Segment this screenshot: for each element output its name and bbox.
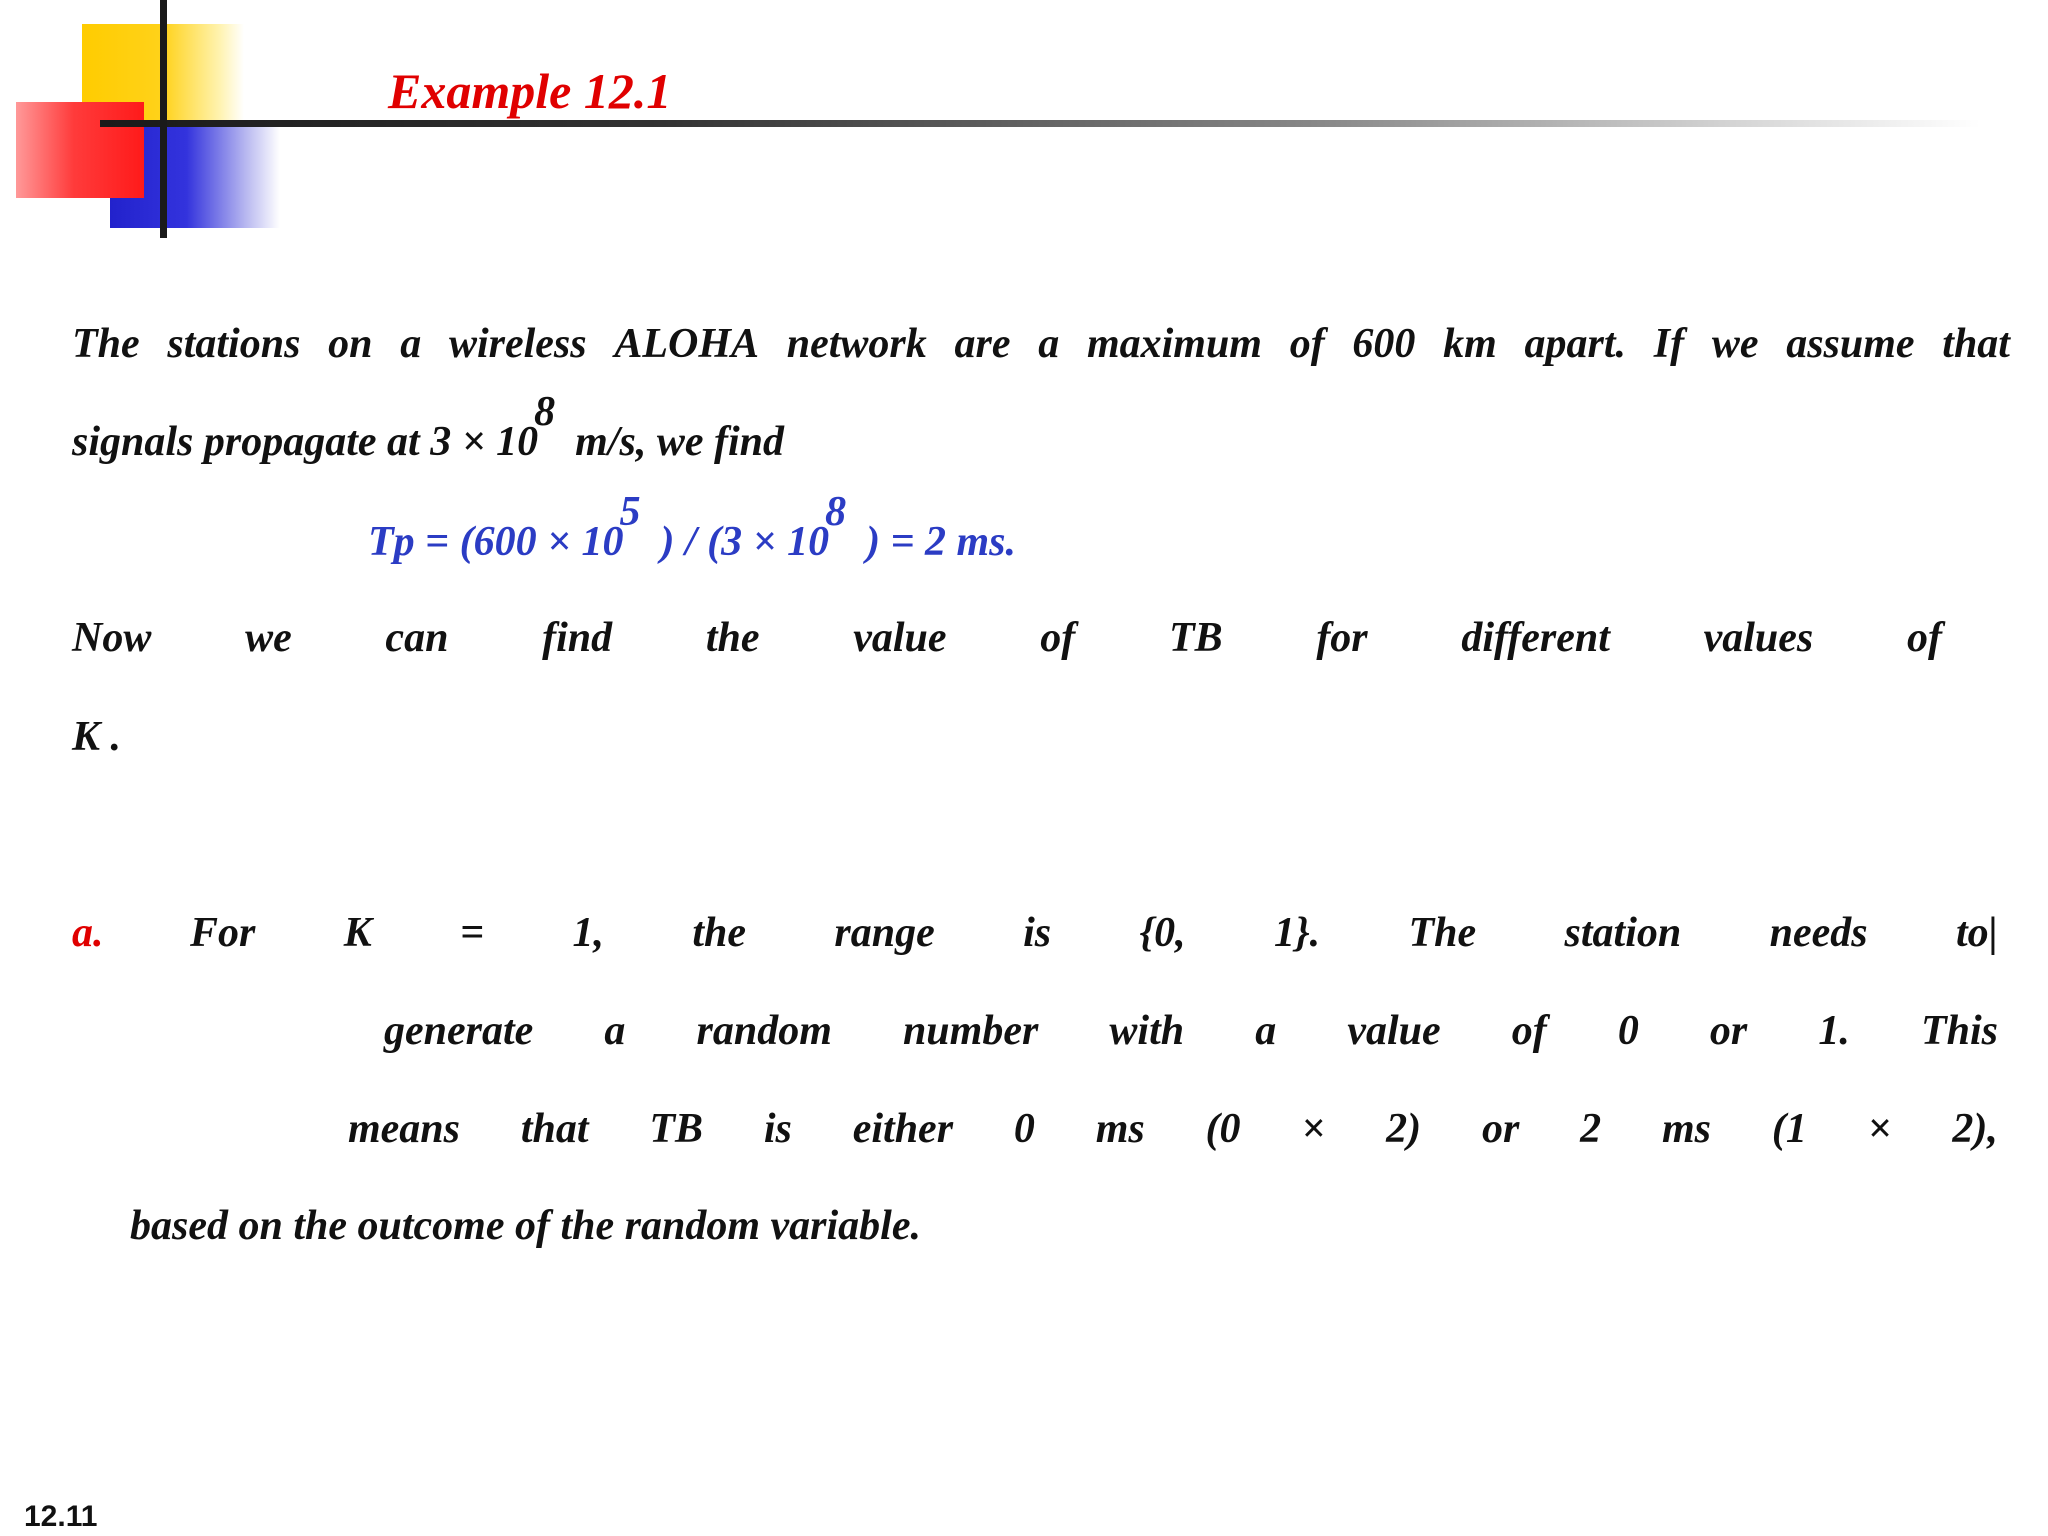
word: the bbox=[692, 910, 746, 956]
word: is bbox=[1023, 910, 1052, 956]
title-underline bbox=[100, 120, 1980, 127]
item-a-line-1 bbox=[190, 912, 1998, 954]
slide-title: Example 12.1 bbox=[388, 63, 672, 119]
word: 2 bbox=[1580, 1106, 1602, 1152]
word: 1. bbox=[1818, 1008, 1850, 1054]
item-a-marker: a. bbox=[72, 910, 104, 956]
word: K bbox=[343, 910, 372, 956]
word: with bbox=[1109, 1008, 1185, 1054]
word: number bbox=[902, 1008, 1039, 1054]
now-line-continuation: K . bbox=[72, 714, 122, 760]
word: we bbox=[245, 615, 292, 661]
word: 0 bbox=[1617, 1008, 1639, 1054]
word: 2) bbox=[1386, 1106, 1422, 1152]
word: wireless bbox=[448, 321, 587, 367]
word: If bbox=[1653, 321, 1685, 367]
word: are bbox=[954, 321, 1011, 367]
now-line bbox=[72, 617, 1942, 659]
word: for bbox=[1316, 615, 1368, 661]
word: value bbox=[1347, 1008, 1441, 1054]
word: 600 bbox=[1352, 321, 1416, 367]
word: × bbox=[1867, 1106, 1892, 1152]
item-a-line-3 bbox=[348, 1108, 1998, 1150]
word: different bbox=[1461, 615, 1610, 661]
formula-part-1: Tp = (600 × 10 bbox=[368, 519, 624, 565]
word: This bbox=[1920, 1008, 1998, 1054]
intro-line-2-suffix: m/s, we find bbox=[575, 419, 785, 465]
word: values bbox=[1703, 615, 1814, 661]
word: (1 bbox=[1771, 1106, 1807, 1152]
word: or bbox=[1709, 1008, 1748, 1054]
word: station bbox=[1564, 910, 1682, 956]
word: assume bbox=[1786, 321, 1915, 367]
word: apart. bbox=[1524, 321, 1627, 367]
word: that bbox=[1942, 321, 2010, 367]
word: The bbox=[1408, 910, 1477, 956]
word: of bbox=[1040, 615, 1076, 661]
word: find bbox=[542, 615, 613, 661]
word: or bbox=[1481, 1106, 1520, 1152]
word: 0 bbox=[1013, 1106, 1035, 1152]
word: Now bbox=[72, 615, 152, 661]
word: TB bbox=[649, 1106, 704, 1152]
word: For bbox=[190, 910, 256, 956]
word: maximum bbox=[1086, 321, 1262, 367]
word: value bbox=[853, 615, 947, 661]
page-number: 12.11 bbox=[24, 1500, 98, 1533]
word: ms bbox=[1661, 1106, 1711, 1152]
item-a-line-2 bbox=[384, 1010, 1998, 1052]
word: either bbox=[852, 1106, 954, 1152]
formula-line bbox=[368, 489, 1017, 565]
word: a bbox=[1255, 1008, 1277, 1054]
formula-exponent-2: 8 bbox=[825, 489, 847, 535]
word: The bbox=[72, 321, 140, 367]
word: (0 bbox=[1205, 1106, 1241, 1152]
word: random bbox=[696, 1008, 832, 1054]
word: 1, bbox=[572, 910, 604, 956]
word: = bbox=[460, 910, 485, 956]
decor-red-square bbox=[16, 102, 144, 198]
word: TB bbox=[1168, 615, 1223, 661]
word: ALOHA bbox=[614, 321, 760, 367]
word: on bbox=[328, 321, 373, 367]
word: range bbox=[834, 910, 935, 956]
item-a-line-4: based on the outcome of the random variable. bbox=[130, 1203, 921, 1249]
word: × bbox=[1301, 1106, 1326, 1152]
word: we bbox=[1711, 321, 1759, 367]
word: ms bbox=[1095, 1106, 1145, 1152]
word: that bbox=[520, 1106, 589, 1152]
intro-line-1 bbox=[72, 323, 2010, 365]
intro-line-2-prefix: signals propagate at 3 × 10 bbox=[72, 419, 539, 465]
word: the bbox=[705, 615, 760, 661]
word: stations bbox=[167, 321, 301, 367]
word: of bbox=[1289, 321, 1325, 367]
formula-part-3: ) = 2 ms. bbox=[866, 519, 1017, 565]
word: network bbox=[786, 321, 927, 367]
word: {0, bbox=[1139, 910, 1186, 956]
intro-exponent: 8 bbox=[534, 389, 556, 435]
formula-part-2: ) / (3 × 10 bbox=[660, 519, 830, 565]
word: km bbox=[1443, 321, 1497, 367]
word: a bbox=[1038, 321, 1060, 367]
word: of bbox=[1906, 615, 1942, 661]
intro-line-2 bbox=[72, 389, 785, 465]
formula-exponent-1: 5 bbox=[619, 489, 641, 535]
word: a bbox=[604, 1008, 626, 1054]
word: generate bbox=[384, 1008, 534, 1054]
word: 1}. bbox=[1273, 910, 1321, 956]
word: can bbox=[385, 615, 449, 661]
word: 2), bbox=[1952, 1106, 1998, 1152]
word: a bbox=[400, 321, 422, 367]
word: needs bbox=[1769, 910, 1868, 956]
word: is bbox=[763, 1106, 792, 1152]
word: means bbox=[348, 1106, 461, 1152]
decor-vertical-line bbox=[160, 0, 167, 238]
word: of bbox=[1511, 1008, 1547, 1054]
word: to| bbox=[1955, 910, 1998, 956]
